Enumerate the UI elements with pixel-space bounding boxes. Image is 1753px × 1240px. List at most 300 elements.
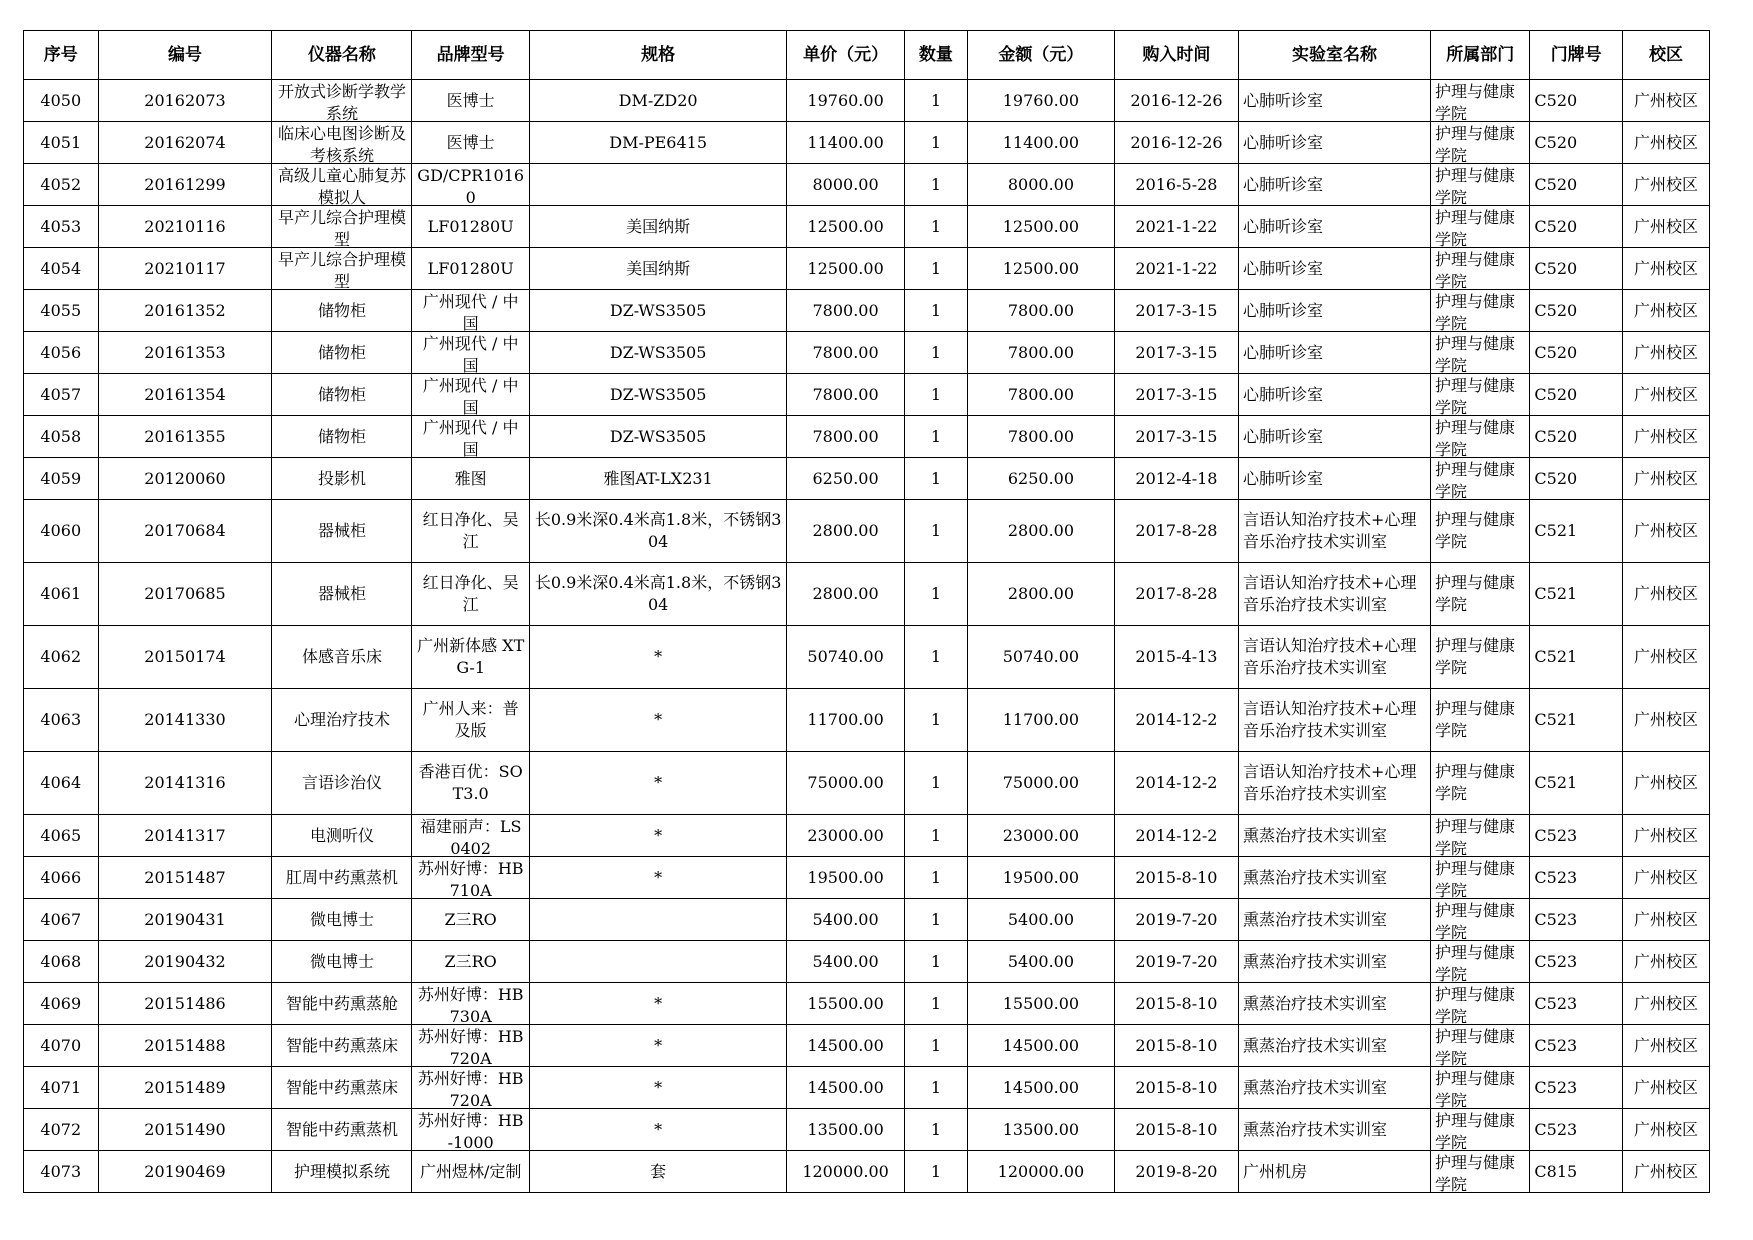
- cell-campus-text: 广州校区: [1633, 521, 1698, 540]
- cell-code-text: 20161299: [144, 174, 226, 194]
- cell-qty-text: 1: [930, 342, 941, 362]
- cell-date: [1114, 983, 1238, 1025]
- header-qty: 数量: [904, 31, 967, 80]
- cell-code-text: 20141317: [144, 825, 226, 845]
- cell-lab: [1239, 500, 1431, 563]
- cell-spec: [529, 857, 786, 899]
- cell-date: [1114, 290, 1238, 332]
- cell-seq-text: 4064: [40, 773, 82, 792]
- equipment-table: [23, 30, 1710, 1193]
- cell-room-text: C520: [1534, 174, 1578, 194]
- cell-spec-text: 雅图AT-LX231: [603, 468, 713, 488]
- cell-date-text: 2017-8-28: [1135, 521, 1218, 540]
- cell-price: [787, 164, 904, 206]
- cell-date-text: 2019-7-20: [1135, 951, 1218, 971]
- cell-name-text: 储物柜: [317, 342, 366, 362]
- cell-price: [787, 1151, 904, 1193]
- cell-qty-text: 1: [930, 426, 941, 446]
- cell-price: [787, 983, 904, 1025]
- cell-amount-text: 7800.00: [1007, 384, 1075, 404]
- cell-lab: [1239, 899, 1431, 941]
- cell-name-text: 储物柜: [317, 426, 366, 446]
- cell-brand: [412, 122, 529, 164]
- cell-date: [1114, 1151, 1238, 1193]
- cell-seq: [24, 290, 99, 332]
- cell-dept: [1431, 248, 1530, 290]
- cell-seq: [24, 815, 99, 857]
- cell-code: [98, 941, 272, 983]
- cell-room-text: C520: [1534, 468, 1578, 488]
- cell-lab: [1239, 941, 1431, 983]
- cell-date: [1114, 941, 1238, 983]
- cell-room-text: C521: [1534, 521, 1578, 540]
- table-row: [24, 458, 1710, 500]
- cell-campus: [1622, 899, 1709, 941]
- cell-amount: [968, 941, 1115, 983]
- cell-seq-text: 4073: [40, 1161, 82, 1181]
- cell-dept: [1431, 164, 1530, 206]
- cell-amount: [968, 752, 1115, 815]
- cell-date-text: 2017-3-15: [1135, 342, 1218, 362]
- cell-lab-text: 心肺听诊室: [1243, 300, 1324, 320]
- cell-qty: [904, 248, 967, 290]
- cell-qty-text: 1: [930, 174, 941, 194]
- cell-seq-text: 4065: [40, 825, 82, 845]
- cell-amount: [968, 122, 1115, 164]
- cell-date-text: 2014-12-2: [1135, 710, 1218, 729]
- cell-price: [787, 248, 904, 290]
- table-row: [24, 857, 1710, 899]
- cell-campus-text: 广州校区: [1633, 710, 1698, 729]
- cell-brand-text: 苏州好博：HB720A: [417, 1026, 524, 1066]
- cell-dept: [1431, 374, 1530, 416]
- cell-qty: [904, 1067, 967, 1109]
- table-row: [24, 500, 1710, 563]
- cell-price: [787, 899, 904, 941]
- cell-amount: [968, 563, 1115, 626]
- cell-dept-text: 护理与健康学院: [1435, 249, 1516, 289]
- cell-code: [98, 374, 272, 416]
- cell-lab-text: 心肺听诊室: [1243, 468, 1324, 488]
- cell-brand-text: 红日净化、吴江: [422, 573, 519, 614]
- cell-name-text: 智能中药熏蒸床: [285, 1035, 398, 1055]
- cell-code-text: 20151490: [144, 1119, 226, 1139]
- cell-room-text: C523: [1534, 1035, 1578, 1055]
- cell-code: [98, 815, 272, 857]
- cell-campus-text: 广州校区: [1633, 993, 1698, 1013]
- cell-date-text: 2021-1-22: [1135, 216, 1218, 236]
- cell-qty-text: 1: [930, 1119, 941, 1139]
- cell-dept-text: 护理与健康学院: [1435, 699, 1516, 740]
- cell-brand: [412, 332, 529, 374]
- cell-name: [272, 122, 412, 164]
- cell-campus-text: 广州校区: [1633, 773, 1698, 792]
- cell-qty: [904, 332, 967, 374]
- cell-amount: [968, 1067, 1115, 1109]
- cell-amount-text: 15500.00: [1002, 993, 1080, 1013]
- cell-room: [1530, 983, 1623, 1025]
- cell-brand-text: 广州现代 / 中国: [422, 291, 519, 331]
- cell-lab-text: 言语认知治疗技术+心理音乐治疗技术实训室: [1243, 573, 1417, 614]
- cell-dept-text: 护理与健康学院: [1435, 984, 1516, 1024]
- cell-lab: [1239, 1151, 1431, 1193]
- cell-code-text: 20161353: [144, 342, 226, 362]
- cell-dept-text: 护理与健康学院: [1435, 459, 1516, 499]
- cell-campus: [1622, 626, 1709, 689]
- cell-qty-text: 1: [930, 867, 941, 887]
- header-price: 单价（元）: [787, 31, 904, 80]
- cell-seq-text: 4052: [40, 174, 82, 194]
- cell-price: [787, 500, 904, 563]
- cell-seq-text: 4059: [40, 468, 82, 488]
- cell-price: [787, 332, 904, 374]
- cell-qty-text: 1: [930, 710, 941, 729]
- cell-price: [787, 416, 904, 458]
- cell-lab: [1239, 689, 1431, 752]
- cell-spec: [529, 416, 786, 458]
- cell-brand-text: 苏州好博：HB730A: [417, 984, 524, 1024]
- cell-campus: [1622, 563, 1709, 626]
- cell-code: [98, 983, 272, 1025]
- cell-room-text: C523: [1534, 1119, 1578, 1139]
- cell-brand-text: 广州新体感 XTG-1: [417, 636, 525, 677]
- cell-date-text: 2019-7-20: [1135, 909, 1218, 929]
- cell-seq-text: 4054: [40, 258, 82, 278]
- cell-brand-text: 苏州好博：HB710A: [417, 858, 524, 898]
- cell-spec: [529, 689, 786, 752]
- cell-room-text: C523: [1534, 825, 1578, 845]
- cell-spec-text: *: [654, 1035, 663, 1055]
- cell-brand: [412, 1025, 529, 1067]
- cell-spec-text: DZ-WS3505: [609, 300, 707, 320]
- cell-room: [1530, 374, 1623, 416]
- cell-name-text: 早产儿综合护理模型: [277, 249, 406, 289]
- cell-amount-text: 5400.00: [1007, 951, 1075, 971]
- cell-room: [1530, 206, 1623, 248]
- cell-dept-text: 护理与健康学院: [1435, 636, 1516, 677]
- cell-date: [1114, 899, 1238, 941]
- cell-name: [272, 206, 412, 248]
- cell-lab-text: 广州机房: [1243, 1161, 1308, 1181]
- table-row: [24, 563, 1710, 626]
- cell-qty: [904, 1025, 967, 1067]
- cell-room: [1530, 122, 1623, 164]
- table-row: [24, 416, 1710, 458]
- cell-name: [272, 563, 412, 626]
- cell-campus-text: 广州校区: [1633, 1119, 1698, 1139]
- cell-seq-text: 4056: [40, 342, 82, 362]
- cell-price-text: 2800.00: [812, 521, 879, 540]
- cell-price-text: 120000.00: [802, 1161, 889, 1181]
- cell-spec-text: 美国纳斯: [626, 216, 691, 236]
- cell-dept-text: 护理与健康学院: [1435, 207, 1516, 247]
- cell-brand: [412, 626, 529, 689]
- cell-lab: [1239, 857, 1431, 899]
- cell-code-text: 20120060: [144, 468, 226, 488]
- cell-spec: [529, 80, 786, 122]
- cell-code-text: 20190431: [144, 909, 226, 929]
- cell-brand: [412, 374, 529, 416]
- cell-qty: [904, 500, 967, 563]
- cell-campus-text: 广州校区: [1633, 216, 1698, 236]
- cell-amount-text: 14500.00: [1002, 1077, 1080, 1097]
- cell-spec-text: *: [654, 647, 663, 666]
- cell-name: [272, 752, 412, 815]
- cell-seq: [24, 1025, 99, 1067]
- cell-qty-text: 1: [930, 521, 941, 540]
- cell-lab-text: 言语认知治疗技术+心理音乐治疗技术实训室: [1243, 762, 1417, 803]
- cell-brand-text: 医博士: [446, 90, 495, 110]
- cell-brand-text: GD/CPR10160: [417, 165, 525, 205]
- cell-name: [272, 248, 412, 290]
- cell-code: [98, 500, 272, 563]
- table-row: [24, 1109, 1710, 1151]
- cell-dept: [1431, 899, 1530, 941]
- cell-spec: [529, 815, 786, 857]
- cell-campus: [1622, 206, 1709, 248]
- cell-dept-text: 护理与健康学院: [1435, 1152, 1516, 1192]
- cell-brand-text: 雅图: [454, 468, 487, 488]
- cell-campus: [1622, 80, 1709, 122]
- cell-brand-text: LF01280U: [427, 216, 514, 236]
- table-row: [24, 374, 1710, 416]
- cell-campus: [1622, 458, 1709, 500]
- cell-room: [1530, 626, 1623, 689]
- cell-date-text: 2016-12-26: [1130, 132, 1223, 152]
- cell-amount: [968, 80, 1115, 122]
- table-row: [24, 206, 1710, 248]
- cell-brand-text: 苏州好博：HB720A: [417, 1068, 524, 1108]
- cell-campus: [1622, 689, 1709, 752]
- header-lab: 实验室名称: [1239, 31, 1431, 80]
- cell-spec: [529, 1151, 786, 1193]
- cell-name-text: 电测听仪: [309, 825, 374, 845]
- cell-date-text: 2015-8-10: [1135, 867, 1218, 887]
- cell-dept-text: 护理与健康学院: [1435, 816, 1516, 856]
- cell-seq: [24, 899, 99, 941]
- cell-dept: [1431, 1067, 1530, 1109]
- cell-dept: [1431, 416, 1530, 458]
- cell-price: [787, 374, 904, 416]
- cell-brand: [412, 1151, 529, 1193]
- cell-spec: [529, 206, 786, 248]
- cell-campus: [1622, 1109, 1709, 1151]
- cell-amount: [968, 983, 1115, 1025]
- cell-brand-text: 福建丽声：LS0402: [419, 816, 522, 856]
- header-code: 编号: [98, 31, 272, 80]
- cell-seq-text: 4063: [40, 710, 82, 729]
- cell-lab-text: 言语认知治疗技术+心理音乐治疗技术实训室: [1243, 510, 1417, 551]
- cell-lab: [1239, 458, 1431, 500]
- cell-lab: [1239, 374, 1431, 416]
- cell-spec: [529, 248, 786, 290]
- cell-code: [98, 206, 272, 248]
- cell-lab-text: 熏蒸治疗技术实训室: [1243, 909, 1388, 929]
- cell-qty: [904, 752, 967, 815]
- cell-code: [98, 80, 272, 122]
- cell-qty-text: 1: [930, 468, 941, 488]
- cell-price-text: 7800.00: [812, 300, 879, 320]
- cell-campus-text: 广州校区: [1633, 132, 1698, 152]
- cell-room: [1530, 164, 1623, 206]
- header-amount: 金额（元）: [968, 31, 1115, 80]
- cell-spec-text: 套: [650, 1161, 667, 1181]
- cell-date-text: 2012-4-18: [1135, 468, 1218, 488]
- cell-lab-text: 心肺听诊室: [1243, 342, 1324, 362]
- cell-price: [787, 815, 904, 857]
- header-room: 门牌号: [1530, 31, 1623, 80]
- cell-room-text: C523: [1534, 951, 1578, 971]
- cell-room: [1530, 815, 1623, 857]
- cell-name-text: 微电博士: [309, 909, 374, 929]
- cell-price-text: 23000.00: [807, 825, 884, 845]
- cell-amount-text: 19760.00: [1002, 90, 1080, 110]
- cell-seq: [24, 1067, 99, 1109]
- cell-brand-text: Z三RO: [444, 951, 497, 971]
- cell-brand: [412, 458, 529, 500]
- cell-spec: [529, 1067, 786, 1109]
- cell-qty: [904, 416, 967, 458]
- cell-code: [98, 689, 272, 752]
- cell-qty: [904, 857, 967, 899]
- cell-date: [1114, 1067, 1238, 1109]
- cell-room-text: C523: [1534, 909, 1578, 929]
- cell-room: [1530, 563, 1623, 626]
- cell-campus-text: 广州校区: [1633, 258, 1698, 278]
- cell-name-text: 储物柜: [317, 384, 366, 404]
- cell-seq: [24, 500, 99, 563]
- cell-name-text: 微电博士: [309, 951, 374, 971]
- cell-spec: [529, 164, 786, 206]
- cell-spec-text: DZ-WS3505: [609, 384, 707, 404]
- cell-lab: [1239, 80, 1431, 122]
- cell-amount: [968, 332, 1115, 374]
- cell-brand: [412, 164, 529, 206]
- cell-qty: [904, 1109, 967, 1151]
- cell-qty: [904, 626, 967, 689]
- cell-dept: [1431, 122, 1530, 164]
- table-row: [24, 1151, 1710, 1193]
- cell-campus-text: 广州校区: [1633, 1077, 1698, 1097]
- cell-code: [98, 248, 272, 290]
- cell-lab-text: 心肺听诊室: [1243, 132, 1324, 152]
- cell-spec: [529, 752, 786, 815]
- cell-dept: [1431, 563, 1530, 626]
- cell-code-text: 20162074: [144, 132, 226, 152]
- cell-dept-text: 护理与健康学院: [1435, 900, 1516, 940]
- cell-amount: [968, 857, 1115, 899]
- cell-room: [1530, 1025, 1623, 1067]
- cell-date: [1114, 689, 1238, 752]
- cell-seq: [24, 983, 99, 1025]
- cell-name: [272, 164, 412, 206]
- cell-dept-text: 护理与健康学院: [1435, 165, 1516, 205]
- cell-spec: [529, 374, 786, 416]
- cell-name-text: 早产儿综合护理模型: [277, 207, 406, 247]
- cell-spec: [529, 1025, 786, 1067]
- cell-name-text: 言语诊治仪: [301, 773, 382, 792]
- table-row: [24, 752, 1710, 815]
- cell-lab: [1239, 1025, 1431, 1067]
- cell-room-text: C521: [1534, 584, 1578, 603]
- cell-lab: [1239, 248, 1431, 290]
- cell-code-text: 20210116: [144, 216, 226, 236]
- cell-price-text: 15500.00: [807, 993, 884, 1013]
- cell-room: [1530, 941, 1623, 983]
- cell-room: [1530, 332, 1623, 374]
- cell-campus: [1622, 332, 1709, 374]
- table-row: [24, 290, 1710, 332]
- cell-qty: [904, 689, 967, 752]
- header-campus: 校区: [1622, 31, 1709, 80]
- cell-date-text: 2019-8-20: [1135, 1161, 1218, 1181]
- cell-lab: [1239, 1067, 1431, 1109]
- cell-campus: [1622, 248, 1709, 290]
- cell-seq: [24, 1151, 99, 1193]
- cell-price: [787, 752, 904, 815]
- cell-name-text: 智能中药熏蒸舱: [285, 993, 398, 1013]
- cell-seq-text: 4050: [40, 90, 82, 110]
- cell-brand-text: 广州现代 / 中国: [422, 417, 519, 457]
- cell-dept: [1431, 80, 1530, 122]
- cell-seq-text: 4062: [40, 647, 82, 666]
- cell-brand: [412, 290, 529, 332]
- cell-qty-text: 1: [930, 1161, 941, 1181]
- cell-price-text: 11400.00: [807, 132, 884, 152]
- cell-name-text: 心理治疗技术: [293, 710, 390, 729]
- cell-date-text: 2015-8-10: [1135, 1077, 1218, 1097]
- cell-brand: [412, 416, 529, 458]
- cell-qty: [904, 206, 967, 248]
- cell-brand: [412, 206, 529, 248]
- cell-name: [272, 1109, 412, 1151]
- cell-seq: [24, 458, 99, 500]
- cell-seq-text: 4058: [40, 426, 82, 446]
- cell-spec-text: *: [654, 867, 663, 887]
- cell-price: [787, 290, 904, 332]
- table-row: [24, 941, 1710, 983]
- cell-room-text: C520: [1534, 90, 1578, 110]
- cell-date-text: 2015-8-10: [1135, 1035, 1218, 1055]
- cell-amount: [968, 815, 1115, 857]
- cell-seq-text: 4072: [40, 1119, 82, 1139]
- cell-date: [1114, 458, 1238, 500]
- cell-amount: [968, 689, 1115, 752]
- cell-code: [98, 1109, 272, 1151]
- cell-amount: [968, 458, 1115, 500]
- cell-seq: [24, 563, 99, 626]
- cell-lab-text: 心肺听诊室: [1243, 384, 1324, 404]
- cell-brand: [412, 80, 529, 122]
- cell-qty-text: 1: [930, 773, 941, 792]
- cell-qty-text: 1: [930, 584, 941, 603]
- cell-lab-text: 言语认知治疗技术+心理音乐治疗技术实训室: [1243, 699, 1417, 740]
- cell-room-text: C523: [1534, 1077, 1578, 1097]
- cell-room-text: C521: [1534, 773, 1578, 792]
- cell-name: [272, 332, 412, 374]
- cell-name: [272, 80, 412, 122]
- cell-seq: [24, 248, 99, 290]
- cell-amount: [968, 899, 1115, 941]
- cell-brand-text: 广州现代 / 中国: [422, 333, 519, 373]
- cell-campus-text: 广州校区: [1633, 342, 1698, 362]
- table-row: [24, 1067, 1710, 1109]
- cell-qty: [904, 458, 967, 500]
- cell-room: [1530, 416, 1623, 458]
- cell-spec: [529, 122, 786, 164]
- cell-campus-text: 广州校区: [1633, 174, 1698, 194]
- cell-date: [1114, 374, 1238, 416]
